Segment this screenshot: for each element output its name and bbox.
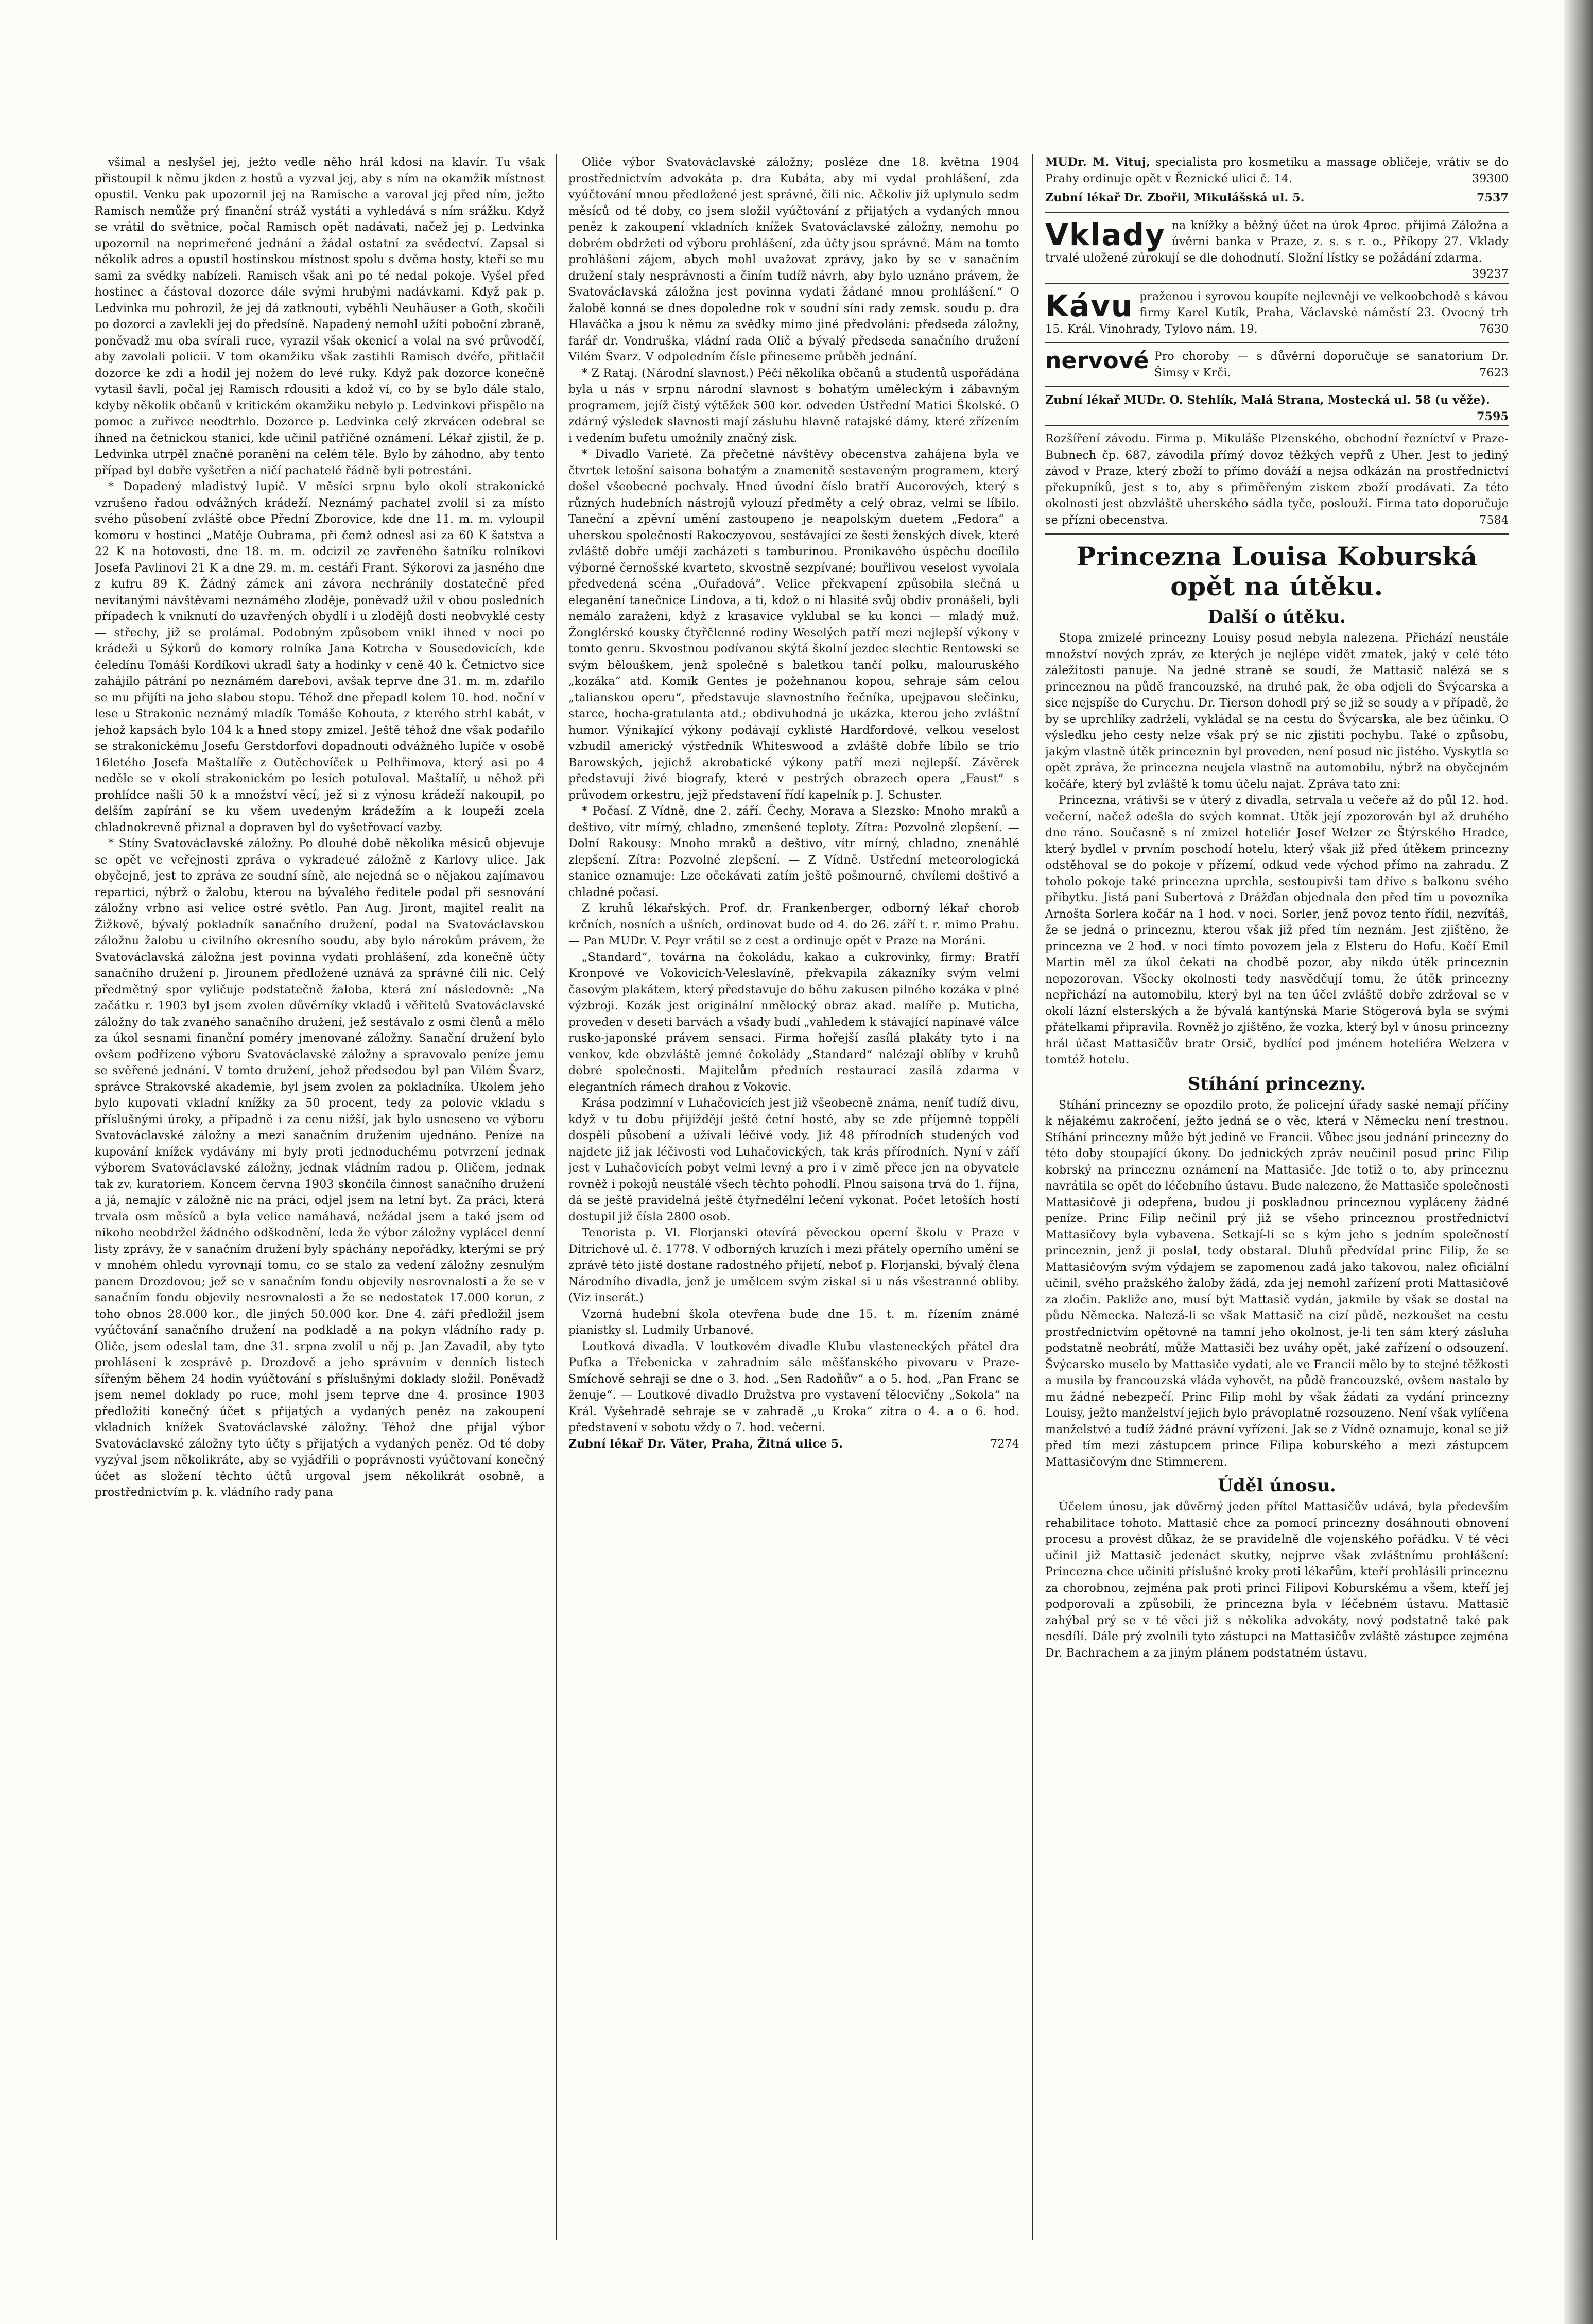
advert-plzensky <box>1045 431 1509 528</box>
advert-number: 39300 <box>1472 172 1509 185</box>
article-subheading: Úděl únosu. <box>1218 1475 1336 1496</box>
article-headline: Princezna Louisa Koburská opět na útěku. <box>1076 541 1478 601</box>
article-paragraph: Účelem únosu, jak důvěrný jeden přítel Mattasičův udává, byla především rehabilitace tohoto. Mattasič chce za pomocí princezny dosáhnouti obnovení procesu a provést důkaz, že se pravidelně dle vojenského pořádku. V té věci učinil již Mattasič jedenáct skutky, nejprve však zvláštnímu prohlášení: Princezna chce učiniti příslušné kroky proti lékařům, kteří prohlásili princeznu za chorobnou, zejména pak proti princi Filipovi Koburskému a všem, kteří jej podporovali a způsobili, že princezna byla v léčebném ústavu. Mattasič zahýbal prý se v té věci již s několika advokáty, nový podstatně také pak nesdílí. Dále prý zvolnili tyto zástupci na Mattasičův zvláště zástupce zejména Dr. Bachrachem a za jiným plánem podstatném ústavu. <box>1045 1501 1509 1660</box>
article-paragraph: * Dopadený mladistvý lupič. V měsíci srpnu bylo okolí strakonické vzrušeno řadou odvážných krádeží. Neznámý pachatel zvolil si za místo svého působení zvláště obce Přední Zborovice, kde dne 11. m. m. vyloupil komoru v hostinci „Matěje Oubrama, při čemž odnesl asi za 60 K šatstva a 22 K na hotovosti, dne 18. m. m. odcizil ze zavřeného šatníku rolníkovi Josefa Pavlinovi 21 K a dne 29. m. m. cestáři Frant. Sýkorovi za jasného dne z kufru 89 K. Žádný zámek ani závora nechránily dostatečně před nevítanými návštěvami neznámého zloděje, poněvadž užil v obou posledních případech k vniknutí do uzavřených obydlí i u zlodějů dosti neobvyklé cesty — střechy, již se prolámal. Podobným způsobem vnikl ihned v noci po krádeži u Sýkorů do komory rolníka Jana Kotrcha v Sousedovicích, kde čeledínu Tomáši Kordíkovi ukradl šaty a hodinky v ceně 40 k. Četnictvo sice zahájilo pátrání po neznámém darebovi, avšak teprve dne 31. m. m. zdařilo se mu přijíti na jeho slabou stopu. Téhož dne přepadl kolem 10. hod. noční v lese u Strakonic neznámý mladík Tomáše Kohouta, z kterého strhl kabát, v jehož kapsách bylo 104 k a hned stopy zmizel. Ještě téhož dne však podařilo se strakonickému Josefu Gerstdorfovi dopadnouti odvážného lupiče v osobě 16letého Josefa Maštalíře z Outěchovíček u Pelhřimova, který asi po 4 neděle se v okolí strakonickém po lesích potuloval. Maštalíř, u něhož při prohlídce našli 50 k a množství věcí, jež si z výnosu krádeží nakoupil, po delším zapírání se ku všem uvedeným krádežím a k loupeži zcela chladnokrevně přiznal a dopraven byl do vyšetřovací vazby. <box>95 480 545 834</box>
article-paragraph: Stíhání princezny se opozdilo proto, že policejní úřady saské nemají příčiny k nějakému zakročení, ježto jedná se o věc, která v Německu není trestnou. Stíhání princezny může být jedině ve Francii. Vůbec jsou jednání princezny do této doby stoupající úkony. Do jednických zpráv neučinil posud princ Filip kobrský na princeznu oznámení na Mattasiče. Jde totiž o to, aby princeznu navrátila se opět do léčebního ústavu. Bude nalezeno, že Mattasiče společnosti Mattasičově ji odepřena, budou jí poskladnou princeznou vypláceny žádné peníze. Princ Filip nečinil prý již se všeho princeznou prostřednictví Mattasičovy byla vybavena. Setkají-li se s kým jeho s jedním společností princeznin, jenž ji poslal, tedy obstaral. Dluhů předvídal princ Filip, že se Mattasičovým svým výdajem se zapomenou zadá jako takovou, nalez oficiální učinil, svého pražského žaloby žádá, zda jej nemohl zařízení proti Mattasičově za zločin. Pakliže ano, musí být Mattasič vydán, jakmile by však se dostal na půdu Německa. Nalezá-li se však Mattasič na cizí půdě, nezkoušet na cestu prostřednictvím opětovné na tamní jeho okolnost, je-li ten sám který zásluha podstatně neobrátí, může Mattasiči bez uváhy opět, jaké zařízení o odsouzení. Švýcarsko muselo by Mattasiče vydati, ale ve Francii mělo by to stejné těžkosti a musila by francouzská vláda vyhovět, na půdě francouzské, ovšem nastalo by mu žádné nebezpečí. Princ Filip mohl by však žádati za vydání princezny Louisy, ježto manželství jejich bylo právoplatně rozsouzeno. Není však vylíčena manželstvé a tudíž žádné právní vyřízení. Jak se z Vídně oznamuje, konal se již před tím mezi zástupcem prince Filipa koburského a mezi zástupcem Mattasičovým dne Stimmerem. <box>1045 1098 1509 1469</box>
article-paragraph: * Z Rataj. (Národní slavnost.) Péčí několika občanů a studentů uspořádána byla u nás v srpnu národní slavnost s bohatým uměleckým i zábavným programem, jejíž čistý výtěžek 500 kor. odveden Ústřední Matici Školské. O zdárný výsledek slavnosti mají zásluhu hlavně ratajské dámy, které zřízením i vedením bufetu umožnily značný zisk. <box>568 367 1019 445</box>
advert-lead: nervové <box>1045 348 1149 374</box>
article-paragraph: Stopa zmizelé princezny Louisy posud nebyla nalezena. Přichází neustále množství nových zpráv, ze kterých je nejlépe vidět zmatek, jaký v celé této záležitosti panuje. Na jedné straně se soudí, že Mattasič nalézá se s princeznou na půdě francouzské, na druhé pak, že oba odjeli do Švýcarska a sice nejspíše do Curychu. Dr. Tierson dohodl prý se již se soudy a v případě, že by se uprchlíky zadrželi, vykládal se na cestu do Švýcarska, ale bez účinku. O výsledku jeho cesty nelze však prý se nic zjistiti pochybu. Také o způsobu, jakým vlastně útěk princeznin byl proveden, není posud nic jistého. Vyskytla se opět zpráva, že princezna neujela vlastně na automobilu, nýbrž na obyčejném kočáře, který byl zvláště k tomu účelu najat. Zpráva tato zní: <box>1045 632 1509 791</box>
advert-text: Zubní lékař Dr. Zbořil, Mikulášská ul. 5. <box>1045 191 1305 204</box>
advert-number: 7595 <box>1476 409 1509 423</box>
advert-number: 39237 <box>1472 268 1509 281</box>
article-paragraph: * Divadlo Varieté. Za přečetné návštěvy obecenstva zahájena byla ve čtvrtek letošní saisona bohatým a znamenitě sestaveným programem, který došel všeobecné pochvaly. Hned úvodní číslo bratří Aucorových, který s různých hudebních nástrojů vylouzí předměty a celý obraz, velmi se líbilo. Taneční a zpěvní umění zastoupeno je neapolským duetem „Fedora“ a uherskou společností Rakoczyovou, sestávající ze šesti ženských dívek, které zvláště dobře umějí zacházeti s tamburinou. Pronikavého úspěchu docílilo výborné černošské kvarteto, skvostně sezpívané; bouřlivou veselost vyvolala předvedená scéna „Ouřadová“. Velice překvapení způsobila slečná u eleganění tanečnice Lindova, a ti, kdož o ní hlasité svůj obdiv pronášeli, byli nemálo zaraženi, když z krasavice vyklubal se ku konci — mladý muž. Žonglérské kousky čtyřčlenné rodiny Weselých patří mezi nejlepší výkony v tomto genru. Skvostnou podívanou skýtá školní jezdec slechtic Rentowski se svým bělouškem, jenž společně s baletkou tančí polku, malouruského „kozáka“ atd. Komik Gentes je požehnanou kopou, sehraje sám celou „talianskou operu“, představuje slavnostního řečníka, upejpavou slečinku, starce, hocha-gratulanta atd.; obdivuhodná je ukázka, kterou jeho zvláštní humor. Výnikající výkony podávají cyklisté Hardfordové, velkou veselost vzbudil americký výstředník Whiteswood a zvláště dobře líbilo se trio Barowských, jejichž akrobatické výkony patří mezi nejlepší. Závěrek představují živé biografy, které v pestrých obrazech opera „Faust“ s průvodem orkestru, jejž představení řídí kapelník p. J. Schuster. <box>568 448 1019 802</box>
article-paragraph: Tenorista p. Vl. Florjanski otevírá pěveckou operní školu v Praze v Ditrichově ul. č. 1778. V odborných kruzích i mezi přátely operního umění se zprávě této jistě dostane radostného přijetí, neboť p. Florjanski, bývalý člena Národního divadla, jenž je umělcem svým ziskal si u nás všestranné obliby. (Viz inserát.) <box>568 1227 1019 1304</box>
advert-number: 7623 <box>1479 366 1509 380</box>
advert-separator <box>1045 212 1509 213</box>
dentist-advert-text: Zubní lékař Dr. Väter, Praha, Žitná ulice 5. <box>568 1437 843 1451</box>
article-paragraph: Oliče výbor Svatováclavské záložny; posléze dne 18. května 1904 prostřednictvím advokáta p. dra Kubáta, aby mi vydal prohlášení, zda vyúčtování mnou předložené jest správné, čili nic. Ačkoliv již uplynulo sedm měsíců od té doby, co jsem složil vyúčtování z přijatých a vydaných mnou peněz k zakoupení vkladních knížek Svatováclavské záložny, nemohu po dobrém obdržeti od výboru prohlášení, zda účty jsou správné. Mám na tomto prohlášení zájem, abych mohl uvažovat zprávy, jako by se v sanačním družení staly nesprávnosti a činím tudíž návrh, aby bylo uznáno právem, že Svatováclavská záložna jest povinna vydati žádané mnou prohlášení.“ O žalobě konná se dnes dopoledne rok v soudní síni rady zemsk. soudu p. dra Hlaváčka a jsou k němu za svědky mimo jiné předvoláni: předseda záložny, farář dr. Vondruška, vládní rada Olič a bývalý předseda sanačního družení Vilém Švarz. V odpoledním čísle přineseme průběh jednání. <box>568 156 1019 364</box>
advert-vklady <box>1045 217 1509 281</box>
advert-text: specialista pro kosmetiku a massage obličeje, vrátiv se do Prahy ordinuje opět v Řeznické ulici č. 14. <box>1045 156 1509 185</box>
advert-kavu <box>1045 289 1509 338</box>
advert-lead: Vklady <box>1045 217 1166 252</box>
article-paragraph: * Počasí. Z Vídně, dne 2. září. Čechy, Morava a Slezsko: Mnoho mraků a deštivo, vítr mírný, chladno, zmenšené teploty. Zítra: Pozvolné zlepšení. — Dolní Rakousy: Mnoho mraků a deštivo, vítr mírný, chladno, znenáhlé zlepšení. Zítra: Pozvolné zlepšení. — Z Vídně. Ústřední meteorologická stanice oznamuje: Lze očekávati zatím ještě pošmourné, chvílemi deštivé a chladné počasí. <box>568 805 1019 899</box>
advert-separator <box>1045 342 1509 343</box>
article-subheading: Stíhání princezny. <box>1187 1073 1366 1094</box>
advert-separator <box>1045 425 1509 426</box>
advert-vituj <box>1045 154 1509 187</box>
article-paragraph: Princezna, vrátivši se v úterý z divadla, setrvala u večeře až do půl 12. hod. večerní, načež odešla do svých komnat. Útěk její zpozorován byl až druhého dne ráno. Současně s ní zmizel hoteliér Josef Welzer ze Štýrského Hradce, který bydlel v prvním poschodí hotelu, který však již před útěkem princezny odstěhoval se do pokoje v přízemí, odkud vede východ přímo na zahradu. Z toholo pokoje také princezna uprchla, sestoupivši tam dříve s balkonu svého příbytku. Jistá paní Subertová z Drážďan objednala den před tím u povozníka Arnošta Sorlera kočár na 1 hod. v noci. Sorler, jenž povoz tento řídil, nezvítáš, že se jedná o princeznu, kterou však již před tím neznám. Jest zjištěno, že princezna ve 2 hod. v noci tímto povozem jela z Elsteru do Hofu. Kočí Emil Martin měl za úkol čekati na chodbě pozor, aby nikdo útěk princeznin nepozorovan. Všecky okolnosti tedy nasvědčují tomu, že útěk princezny nepřichází na automobilu, který byl na ten účel zvláště dobře zdržoval se v okolí lázní elsterských a že bývalá kantýnská Marie Stögerová byla se svými přátelkami připravila. Rovněž jo zjištěno, že vozka, který byl v únosu princezny hrál účast Mattasičův bratr Orsič, bydlící pod jménem hoteliéra Welzera v tomtéž hotelu. <box>1045 794 1509 1066</box>
article-paragraph: Loutková divadla. V loutkovém divadle Klubu vlasteneckých přátel dra Puťka a Třebenicka v zahradním sále měšťanského pivovaru v Praze-Smíchově sehraji se dne o 3. hod. „Sen Radoňův“ a o 5. hod. „Pan Franc se ženuje“. — Loutkové divadlo Družstva pro vystavení tělocvičny „Sokola“ na Král. Vyšehradě sehraje se v zahradě „u Kroka“ zítra o 4. a o 6. hod. představení v sobotu vždy o 7. hod. večerní. <box>568 1340 1019 1434</box>
advert-separator <box>1045 283 1509 284</box>
advert-text: na knížky a běžný účet na úrok 4proc. přijímá Záložna a úvěrní banka v Praze, z. s. s r. o., Příkopy 27. Vklady trvalé uložené zúrokují se dle dohodnutí. Složní lístky se požádání zdarma. <box>1045 219 1509 265</box>
advert-text: Rozšíření závodu. Firma p. Mikuláše Plzenského, obchodní řezníctví v Praze-Bubnech čp. 687, závodila přímý dovoz těžkých vepřů z Uher. Jest to jediný závod v Praze, který zboží to přímo dováží a nejsa odkázán na prostřednictví překupníků, jest s to, aby s přiměřeným ziskem zboží prodávati. Za této okolnosti jest obzvláště uherského sádla tyče, poslouží. Firma tato doporučuje se přízni obecenstva. <box>1045 433 1509 527</box>
advert-number: 7274 <box>990 1437 1019 1451</box>
column-right <box>1045 154 1509 2245</box>
advert-separator <box>1045 386 1509 387</box>
article-subheading: Další o útěku. <box>1208 607 1346 627</box>
article-paragraph: Vzorná hudební škola otevřena bude dne 15. t. m. řízením známé pianistky sl. Ludmily Urbanové. <box>568 1307 1019 1337</box>
advert-separator <box>1045 533 1509 535</box>
article-paragraph: Z kruhů lékařských. Prof. dr. Frankenberger, odborný lékař chorob krčních, nosních a ušních, ordinovat bude od 4. do 26. září t. r. mimo Prahu. — Pan MUDr. V. Peyr vrátil se z cest a ordinuje opět v Praze na Moráni. <box>568 902 1019 948</box>
article-paragraph: Krása podzimní v Luhačovicích jest již všeobecně známa, neníť tudíž divu, když v tu dobu přijíždějí ještě četní hosté, aby se zde příjemně toppěli dospěli působení a užívali léčivé vody. Již 48 přírodních studených vod najdete již jak léčivosti vod Luhačovických, tak krás přírodních. Nyní v září jest v Luhačovicích pobyt velmi levný a pro i v zimě přece jen na obyvatele rovněž i pokojů neustálé všech těchto pohodlí. Plnou saisona trvá do 1. října, dá se ještě pravidelná ještě čtyřnedělní lečení vykonat. Počet letoších hostí dostupil již čísla 2800 osob. <box>568 1097 1019 1224</box>
advert-number: 7584 <box>1479 513 1509 527</box>
advert-stehlik <box>1045 392 1509 423</box>
advert-number: 7630 <box>1479 322 1509 336</box>
column-middle <box>568 154 1019 2245</box>
advert-sanatorium <box>1045 349 1509 381</box>
article-paragraph: „Standard“, továrna na čokoládu, kakao a cukrovinky, firmy: Bratří Kronpové ve Vokovicích-Veleslavíně, překvapila zákazníky svým velmi časovým plakátem, který představuje do běhu zakusen pilného kozáka v plné výzbroji. Kozák jest originální nmělocký obraz akad. malíře p. Muticha, proveden v deseti barvách a všady budí „vahledem k stávající napínavé válce rusko-japonské právem sensaci. Firma hořejší zasílá plakáty tyto i na venkov, kde obzvláště jemné čokolády „Standard“ nalézají oblíby v kruhů dobré společnosti. Majitelům předních restaurací zasílá zdarma v elegantních rámech drahou z Vokovic. <box>568 951 1019 1094</box>
advert-zboril <box>1045 190 1509 206</box>
column-divider-1 <box>556 154 557 2240</box>
dentist-advert <box>568 1436 1019 1453</box>
article-paragraph: všimal a neslyšel jej, ježto vedle něho hrál kdosi na klavír. Tu však přistoupil k němu jkden z hostů a vyzval jej, aby s ním na okamžik místnost opustil. Venku pak upozornil jej na Ramische a varoval jej před ním, ježto Ramisch nemůže prý finanční stráž vystáti a vyhledává s ním srážku. Když se vrátil do světnice, počal Ramisch opět nadávati, načež jej p. Ledvinka upozornil na neprimeřené jednání a žádal ostatní za svědectví. Zapsal si několik adres a opustil hostinskou místnost spolu s dvěma hosty, kteří se mu sami za svědky nabízeli. Ramisch však ani po té nedal pokoje. Vyšel před hostinec a částoval dozorce dále svými hrubými nadávkami. Když pak p. Ledvinka mu pohrozil, že jej dá zatknouti, vyběhli Neuhäuser a Goth, skočili po dozorci a zavlekli jej do předsíně. Napadený nemohl užíti poboční zbraně, poněvadž mu oba svírali ruce, vyrazil však okenicí a volal na své průvodčí, aby zavolali policii. V tom okamžiku však zastihli Ramisch dvéře, přitlačil dozorce ke zdi a hodil jej nožem do levé ruky. Když pak dozorce konečně vytasil šavli, počal jej Ramisch rdousiti a kdož ví, co by se bylo dále stalo, kdyby několik občanů v kritickém okamžiku nebylo p. Ledvinkovi přispělo na pomoc a zuřivce neodtrhlo. Dozorce p. Ledvinka celý zkrvácen odebral se ihned na četnickou stanici, kde učinil patřičné oznámení. Lékař zjistil, že p. Ledvinka utrpěl značné poranění na celém těle. Bylo by záhodno, aby tento případ byl dobře vyšetřen a ničí pachatelé řádně byli potrestáni. <box>95 156 545 477</box>
column-divider-2 <box>1032 154 1033 2240</box>
advert-lead: MUDr. M. Vituj, <box>1045 156 1150 169</box>
advert-text: Zubní lékař MUDr. O. Stehlík, Malá Strana, Mostecká ul. 58 (u věže). <box>1045 393 1490 407</box>
page-edge-shadow <box>1564 0 1593 2324</box>
advert-lead: Kávu <box>1045 288 1134 323</box>
article-paragraph: * Stíny Svatováclavské záložny. Po dlouhé době několika měsíců objevuje se opět ve veřejnosti zpráva o vykradeué záložně z Karlovy ulice. Jak obyčejně, jest to zpráva ze soudní síně, ale nejedná se o nějakou zajímavou repartici, nýbrž o žalobu, kterou na bývalého ředitele podal při sesnování záložny vrbno asi velice ostré světlo. Pan Aug. Jiront, majitel realit na Žižkově, bývalý pokladník sanačního družení, podal na Svatováclavskou záložnu žalobu u civilního okresního soudu, aby bylo nárokům právem, že Svatováclavská záložna jest povinna vydati prohlášení, zda konečně účty sanačního družení p. Jirounem předložené uznává za správné čili nic. Celý předmětný spor vyličuje podstatečně žaloba, která zní následovně: „Na začátku r. 1903 byl jsem zvolen důvěrníky vkladů i věřitelů Svatováclavské záložny do tak zvaného sanačního družení, jež sestávalo z osmi členů a mělo za úkol sesnami finanční pomérу jmenované záložny. Sanační družení bylo ovšem podřízeno výboru Svatováclavské záložny a spravovalo peníze jemu se svěřené jednání. V tomto družení, jehož předsedou byl pan Vilém Švarz, správce Strakovské akademie, byl jsem zvolen za pokladníka. Úkolem jeho bylo kupovati vkladní knížky za 50 procent, tedy za polovic vkladu s příslušnými úroky, a případně i za cenu nižší, jak bylo usneseno ve výboru Svatováclavské záložny a mezi sanačním družením ujednáno. Peníze na kupování knížek vydávány mi byly proti jednoduchému potvrzení jednak výborem Svatováclavské záložny, jednak vládním radou p. Oličem, jednak tak zv. kuratoriem. Koncem června 1903 skončila činnost sanačního družení a já, nemajíc v záložně nic na práci, odjel jsem na letní byt. Za práci, která trvala osm měsíců a byla velice namáhavá, nežádal jsem a také jsem od nikoho neobdržel žádného odškodnění, leda že výbor záložny vyplácel denní listy zprávy, že v sanačním družení byly spáchány nepořádky, kterými se prý v mnohém ohledu vyrovnají tomu, co se stalo za vedení záložny zesnulým panem Drozdovou; jež se v sanačním fondu objevily nesrovnalosti a že se v sanačním fondu objevily nesrovnalosti a že se nedostatek 17.000 korun, z toho obnos 28.000 kor., dle jiných 50.000 kor. Dne 4. září předložil jsem vyúčtování sanačního družení na podkladě a na pokyn vládního rady p. Oliče, jsem odeslal tam, dne 31. srpna zvolil u něj p. Jan Zavadil, aby tyto prohlásení k zesprávě p. Drozdově a jeho správním v denních listech sířeným během 24 hodin vyúčtování s příslušnými doklady složil. Poněvadž jsem nemel doklady po ruce, mohl jsem teprve dne 4. prosince 1903 předložiti konečný účet s přijatých a vydaných peněz na zakoupení vkladních knížek Svatováclavské záložny. Téhož dne přijal výbor Svatováclavské záložny tyto účty s přijatých a vydaných peněz. Od té doby vyzýval jsem několikráte, aby se vyjádřili o poprávnosti vyúčtovaní konečný účet as složení těchto účtů urgoval jsem několikrát osobně, a prostřednictvím p. k. vládního rady pana <box>95 837 545 1499</box>
advert-text: praženou i syrovou koupíte nejlevněji ve velkoobchodě s kávou firmy Karel Kutík, Praha, Václavské náměstí 23. Ovocný trh 15. Král. Vinohrady, Tylovo nám. 19. <box>1045 290 1509 336</box>
advert-text: Pro choroby — s důvěrní doporučuje se sanatorium Dr. Šimsy v Krči. <box>1154 350 1509 380</box>
column-left <box>95 154 545 2245</box>
advert-number: 7537 <box>1476 191 1509 204</box>
